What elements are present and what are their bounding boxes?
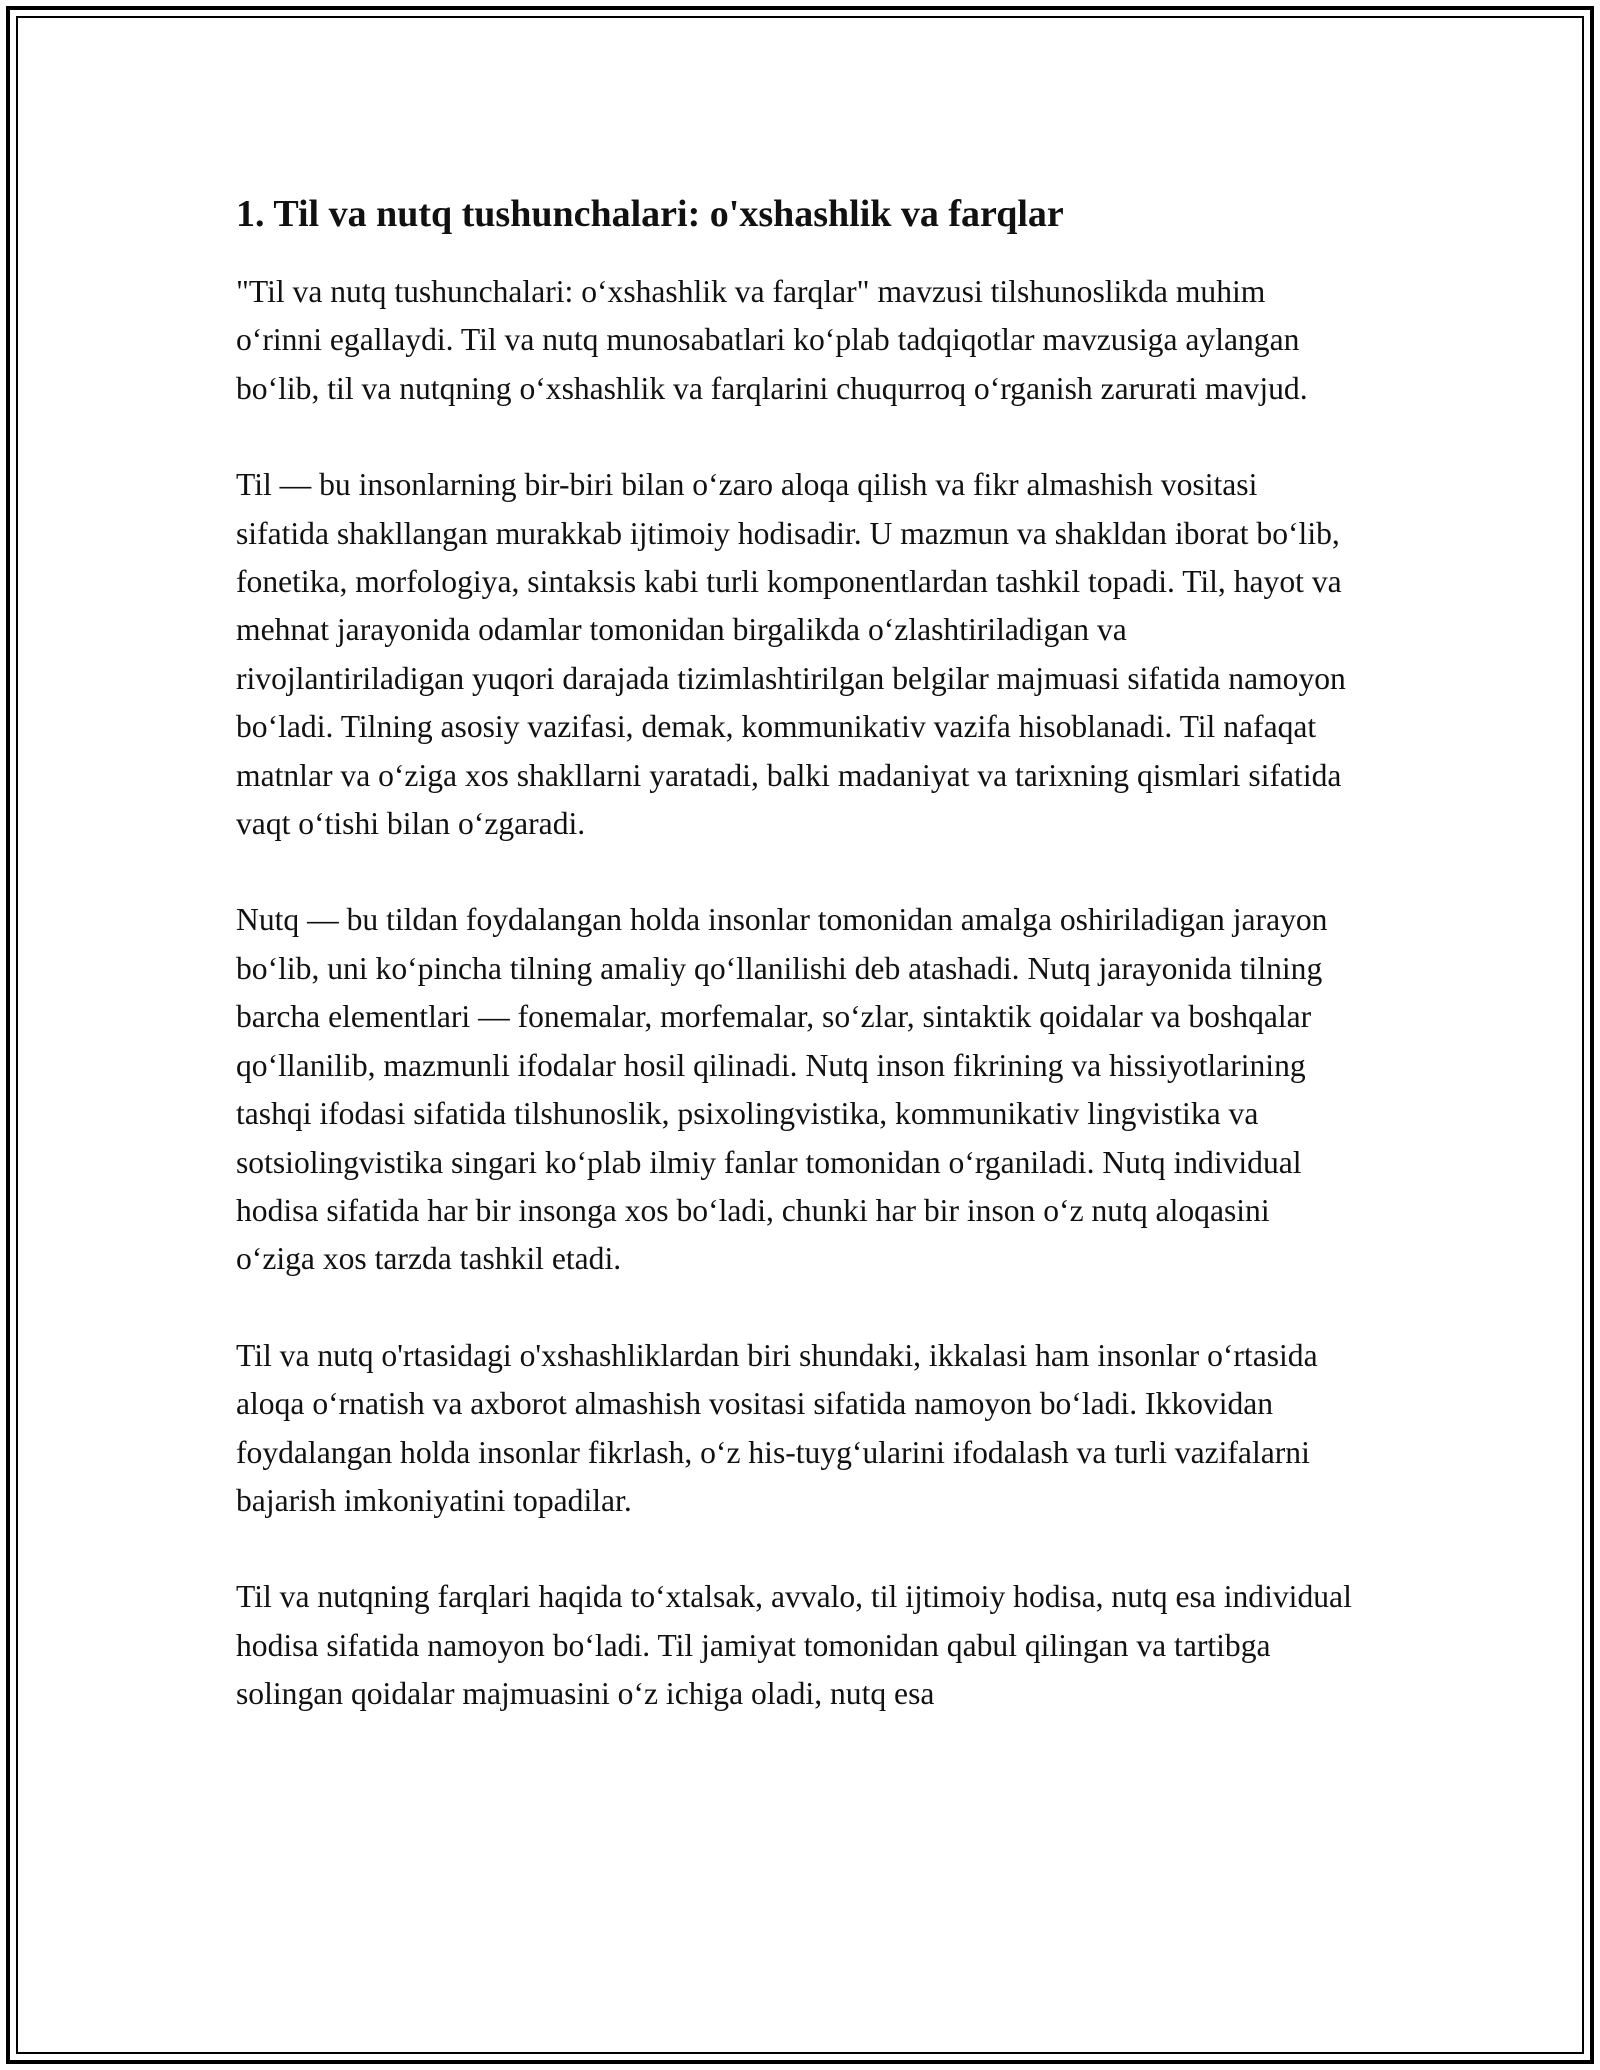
section-title: 1. Til va nutq tushunchalari: o'xshashlik va farqlar xyxy=(236,193,1064,235)
paragraph-til: Til — bu insonlarning bir-biri bilan o‘zaro aloqa qilish va fikr almashish vositasi sifatida shakllangan murakkab ijtimoiy hodisadir. U mazmun va shakldan iborat bo‘lib, fonetika, morfologiya, sintaksis kabi turli komponentlardan tashkil topadi. Til, hayot va mehnat jarayonida odamlar tomonidan birgalikda o‘zlashtiriladigan va rivojlantiriladigan yuqori darajada tizimlashtirilgan belgilar majmuasi sifatida namoyon bo‘ladi. Tilning asosiy vazifasi, demak, kommunikativ vazifa hisoblanadi. Til nafaqat matnlar va o‘ziga xos shakllarni yaratadi, balki madaniyat va tarixning qismlari sifatida vaqt o‘tishi bilan o‘zgaradi. xyxy=(236,467,1346,842)
paragraph-differences: Til va nutqning farqlari haqida to‘xtalsak, avvalo, til ijtimoiy hodisa, nutq esa individual hodisa sifatida namoyon bo‘ladi. Til jamiyat tomonidan qabul qilingan va tartibga solingan qoidalar majmuasini o‘z ichiga oladi, nutq esa xyxy=(236,1579,1352,1712)
paragraph-similarities: Til va nutq o'rtasidagi o'xshashliklardan biri shundaki, ikkalasi ham insonlar o‘rtasida aloqa o‘rnatish va axborot almashish vositasi sifatida namoyon bo‘ladi. Ikkovidan foydalangan holda insonlar fikrlash, o‘z his-tuyg‘ularini ifodalash va turli vazifalarni bajarish imkoniyatini topadilar. xyxy=(236,1337,1318,1518)
paragraph-nutq: Nutq — bu tildan foydalangan holda insonlar tomonidan amalga oshiriladigan jarayon bo‘lib, uni ko‘pincha tilning amaliy qo‘llanilishi deb atashadi. Nutq jarayonida tilning barcha elementlari — fonemalar, morfemalar, so‘zlar, sintaktik qoidalar va boshqalar qo‘llanilib, mazmunli ifodalar hosil qilinadi. Nutq inson fikrining va hissiyotlarining tashqi ifodasi sifatida tilshunoslik, psixolingvistika, kommunikativ lingvistika va sotsiolingvistika singari ko‘plab ilmiy fanlar tomonidan o‘rganiladi. Nutq individual hodisa sifatida har bir insonga xos bo‘ladi, chunki har bir inson o‘z nutq aloqasini o‘ziga xos tarzda tashkil etadi. xyxy=(236,902,1328,1277)
document-body xyxy=(236,188,1356,1767)
paragraph-intro: "Til va nutq tushunchalari: o‘xshashlik va farqlar" mavzusi tilshunoslikda muhim o‘rinni egallaydi. Til va nutq munosabatlari ko‘plab tadqiqotlar mavzusiga aylangan bo‘lib, til va nutqning o‘xshashlik va farqlarini chuqurroq o‘rganish zarurati mavjud. xyxy=(236,274,1308,406)
